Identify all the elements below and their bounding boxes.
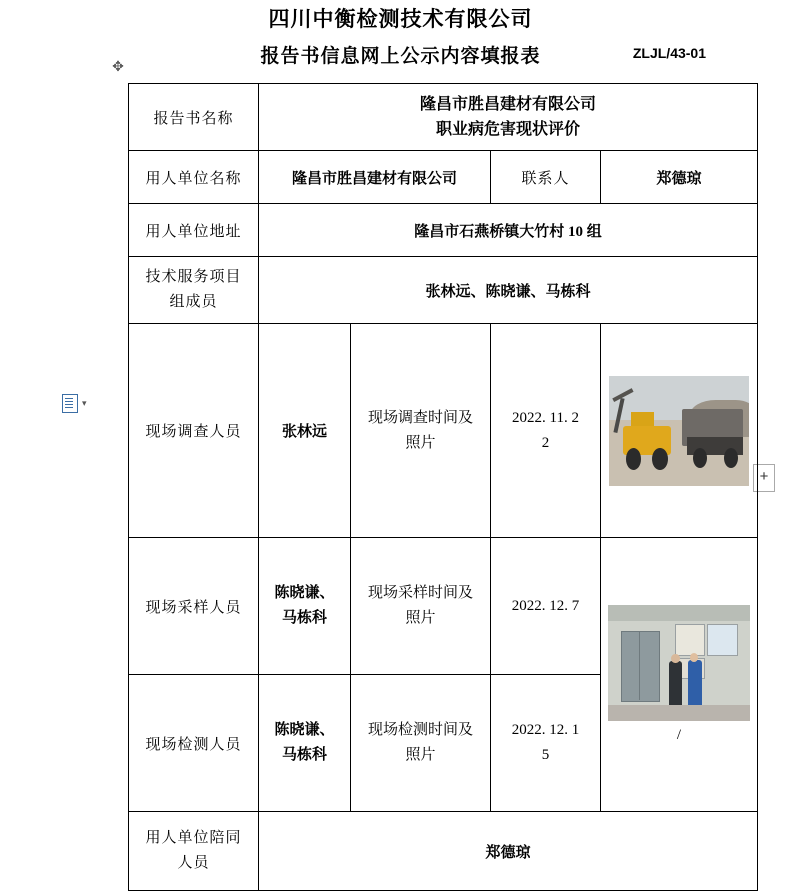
detection-person-line2: 马栋科 bbox=[281, 747, 327, 763]
table-row bbox=[129, 324, 758, 538]
move-handle-icon[interactable]: ✥ bbox=[112, 60, 124, 75]
table-row bbox=[129, 151, 758, 204]
row-label-report-name: 报告书名称 bbox=[129, 84, 259, 151]
row-label-accompany-staff bbox=[129, 812, 259, 891]
survey-date-line2: 2 bbox=[541, 434, 550, 451]
accompany-label-line2: 人员 bbox=[177, 855, 210, 871]
report-name-line2: 职业病危害现状评价 bbox=[436, 121, 581, 138]
row-label-survey-time bbox=[351, 324, 491, 538]
row-photo-sampling bbox=[601, 538, 758, 812]
survey-date-line1: 2022. 11. 2 bbox=[512, 409, 579, 426]
row-value-team-members: 张林远、陈晓谦、马栋科 bbox=[259, 257, 758, 324]
caret-down-icon[interactable]: ▾ bbox=[82, 398, 87, 408]
document-glyph-icon bbox=[62, 394, 78, 413]
row-value-employer-name: 隆昌市胜昌建材有限公司 bbox=[259, 151, 491, 204]
row-value-detection-person bbox=[259, 675, 351, 812]
row-photo-survey bbox=[601, 324, 758, 538]
detection-person-line1: 陈晓谦、 bbox=[274, 722, 335, 738]
row-value-employer-address: 隆昌市石燕桥镇大竹村 10 组 bbox=[259, 204, 758, 257]
survey-time-label-line2: 照片 bbox=[405, 434, 436, 451]
row-label-sampling-time bbox=[351, 538, 491, 675]
table-row bbox=[129, 204, 758, 257]
row-value-sampling-date: 2022. 12. 7 bbox=[491, 538, 601, 675]
table-row bbox=[129, 538, 758, 675]
team-label-line1: 技术服务项目 bbox=[145, 269, 242, 285]
sampling-time-label-line2: 照片 bbox=[405, 610, 436, 626]
survey-time-label-line1: 现场调查时间及 bbox=[367, 409, 473, 426]
report-name-line1: 隆昌市胜昌建材有限公司 bbox=[420, 96, 597, 113]
construction-loader-photo bbox=[609, 376, 749, 486]
row-label-employer-name: 用人单位名称 bbox=[129, 151, 259, 204]
form-code: ZLJL/43-01 bbox=[632, 45, 706, 61]
row-label-detection-time bbox=[351, 675, 491, 812]
row-value-contact: 郑德琼 bbox=[601, 151, 758, 204]
row-value-accompany-staff: 郑德琼 bbox=[259, 812, 758, 891]
form-title: 报告书信息网上公示内容填报表 bbox=[260, 46, 541, 67]
row-value-survey-person: 张林远 bbox=[259, 324, 351, 538]
detection-time-label-line1: 现场检测时间及 bbox=[367, 722, 473, 738]
row-value-report-name bbox=[259, 84, 758, 151]
sampling-person-line2: 马栋科 bbox=[281, 610, 327, 626]
report-info-table bbox=[128, 83, 758, 891]
company-title: 四川中衡检测技术有限公司 bbox=[268, 7, 533, 31]
row-value-survey-date bbox=[491, 324, 601, 538]
row-label-employer-address: 用人单位地址 bbox=[129, 204, 259, 257]
row-value-sampling-person bbox=[259, 538, 351, 675]
photo-placeholder-slash: / bbox=[676, 727, 682, 743]
team-label-line2: 组成员 bbox=[169, 294, 218, 310]
two-staff-photo bbox=[608, 605, 750, 721]
table-row bbox=[129, 812, 758, 891]
sampling-person-line1: 陈晓谦、 bbox=[274, 585, 335, 601]
sampling-time-label-line1: 现场采样时间及 bbox=[367, 585, 473, 601]
row-value-detection-date bbox=[491, 675, 601, 812]
table-row bbox=[129, 257, 758, 324]
left-margin bbox=[0, 0, 58, 869]
document-icon[interactable] bbox=[62, 394, 87, 413]
detection-date-line2: 5 bbox=[541, 747, 550, 763]
row-label-survey-staff: 现场调查人员 bbox=[129, 324, 259, 538]
accompany-label-line1: 用人单位陪同 bbox=[145, 830, 242, 846]
row-label-team-members bbox=[129, 257, 259, 324]
plus-icon[interactable]: + bbox=[753, 464, 775, 492]
row-label-sampling-staff: 现场采样人员 bbox=[129, 538, 259, 675]
row-label-contact: 联系人 bbox=[491, 151, 601, 204]
detection-time-label-line2: 照片 bbox=[405, 747, 436, 763]
table-row bbox=[129, 84, 758, 151]
detection-date-line1: 2022. 12. 1 bbox=[511, 722, 580, 738]
row-label-detection-staff: 现场检测人员 bbox=[129, 675, 259, 812]
